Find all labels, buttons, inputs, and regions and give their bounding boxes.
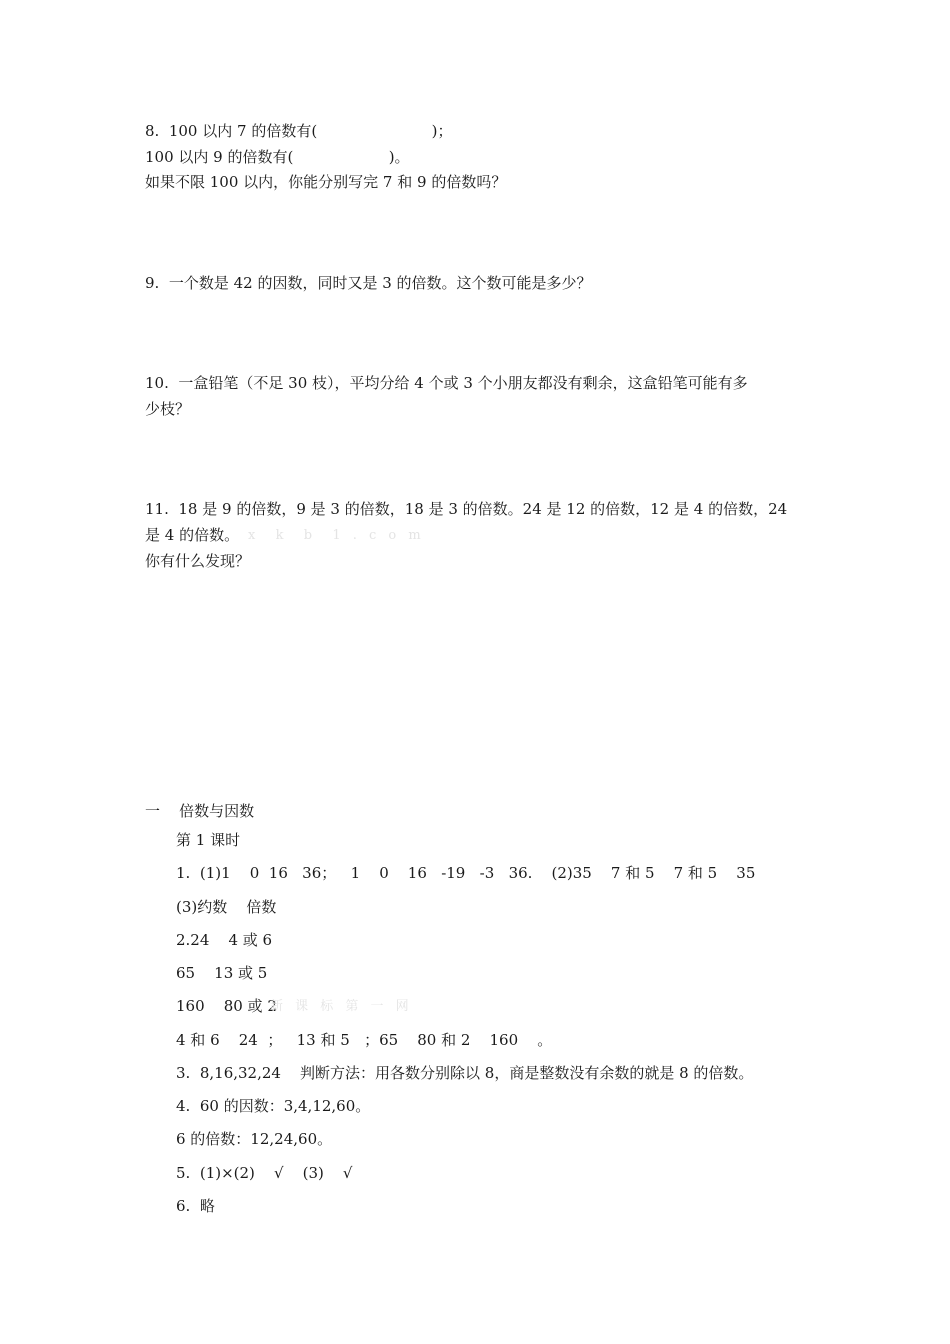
watermark-2: 新 课 标 第 一 网 — [270, 999, 413, 1014]
watermark-1: x k b 1 . c o m — [248, 528, 425, 543]
q8-line2: 100 以内 9 的倍数有( )。 — [145, 148, 410, 166]
answers-section-title: 一 倍数与因数 — [145, 802, 255, 820]
q11-line2: 是 4 的倍数。 — [145, 526, 240, 544]
answer-2-line2: 65 13 或 5 — [176, 964, 268, 982]
q8-line3: 如果不限 100 以内，你能分别写完 7 和 9 的倍数吗？ — [145, 173, 507, 191]
answers-lesson-title: 第 1 课时 — [176, 831, 241, 849]
q10-line1: 10. 一盒铅笔（不足 30 枝），平均分给 4 个或 3 个小朋友都没有剩余，这盒铅笔可能有多 — [145, 374, 748, 392]
q11-line1: 11. 18 是 9 的倍数，9 是 3 的倍数，18 是 3 的倍数。24 是 12 的倍数，12 是 4 的倍数，24 — [145, 500, 788, 518]
answer-1-line1: 1. (1)1 0 16 36； 1 0 16 -19 -3 36. (2)35 7 和 5 7 和 5 35 — [176, 864, 756, 882]
answer-6: 6. 略 — [176, 1197, 215, 1215]
q9-text: 9. 一个数是 42 的因数，同时又是 3 的倍数。这个数可能是多少？ — [145, 274, 592, 292]
answer-4-line1: 4. 60 的因数：3,4,12,60。 — [176, 1097, 371, 1115]
q8-line1: 8. 100 以内 7 的倍数有( )； — [145, 122, 453, 140]
answer-3: 3. 8,16,32,24 判断方法：用各数分别除以 8，商是整数没有余数的就是 8 的倍数。 — [176, 1064, 754, 1082]
q11-line3: 你有什么发现？ — [145, 552, 251, 570]
answer-5: 5. (1)×(2) √ (3) √ — [176, 1164, 353, 1182]
answer-1-line2: (3)约数 倍数 — [176, 898, 277, 916]
answer-4-line2: 6 的倍数：12,24,60。 — [176, 1130, 333, 1148]
answer-2-line4: 4 和 6 24 ； 13 和 5 ；65 80 和 2 160 。 — [176, 1031, 553, 1049]
answer-2-line3: 160 80 或 2 — [176, 997, 277, 1015]
q10-line2: 少枝？ — [145, 400, 191, 418]
answer-2-line1: 2.24 4 或 6 — [176, 931, 273, 949]
